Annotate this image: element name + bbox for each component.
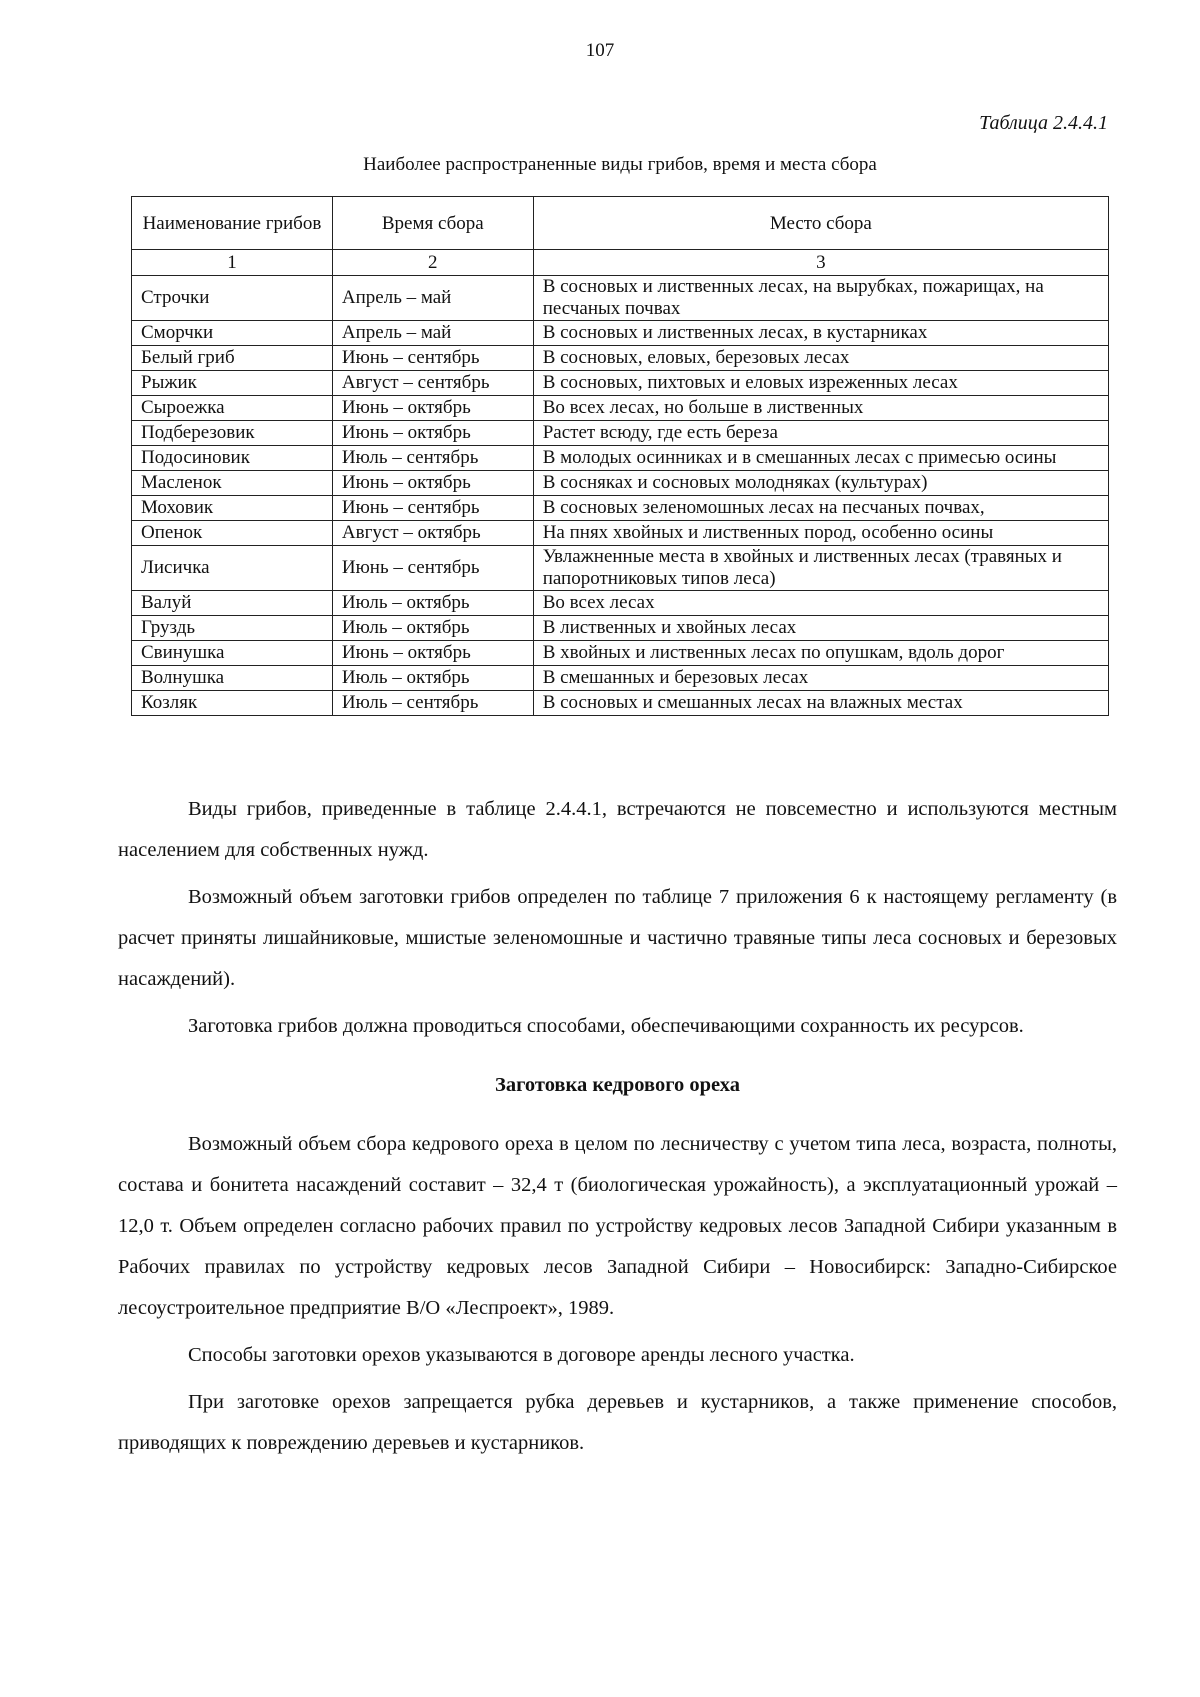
table-row: [132, 471, 1109, 496]
table-title: Наиболее распространенные виды грибов, время и места сбора: [363, 154, 877, 175]
cell-collection-time: Июнь – октябрь: [332, 641, 533, 666]
table-row: [132, 446, 1109, 471]
cell-mushroom-name: Валуй: [132, 591, 333, 616]
cell-collection-place: В сосновых, пихтовых и еловых изреженных лесах: [533, 371, 1108, 396]
cell-collection-place: В молодых осинниках и в смешанных лесах с примесью осины: [533, 446, 1108, 471]
header-name: Наименование грибов: [132, 197, 333, 250]
cell-collection-time: Июнь – октябрь: [332, 396, 533, 421]
paragraph: Виды грибов, приведенные в таблице 2.4.4.1, встречаются не повсеместно и используются местным населением для собственных нужд.: [118, 798, 1117, 861]
cell-collection-place: В сосновых и лиственных лесах, в кустарниках: [533, 321, 1108, 346]
cell-collection-place: На пнях хвойных и лиственных пород, особенно осины: [533, 521, 1108, 546]
cell-collection-time: Август – сентябрь: [332, 371, 533, 396]
cell-mushroom-name: Козляк: [132, 691, 333, 716]
cell-collection-place: Увлажненные места в хвойных и лиственных лесах (травяных и папоротниковых типов леса): [533, 546, 1108, 591]
cell-mushroom-name: Рыжик: [132, 371, 333, 396]
paragraphs-group-1: [118, 789, 1117, 1047]
cell-collection-place: В сосновых и смешанных лесах на влажных местах: [533, 691, 1108, 716]
cell-collection-time: Июль – октябрь: [332, 666, 533, 691]
column-number: 3: [533, 250, 1108, 276]
cell-mushroom-name: Лисичка: [132, 546, 333, 591]
paragraph: Возможный объем заготовки грибов определен по таблице 7 приложения 6 к настоящему регламенту (в расчет приняты лишайниковые, мшистые зеленомошные и частично травяные типы леса сосновых и березовых насаждений).: [118, 886, 1117, 990]
paragraph: При заготовке орехов запрещается рубка деревьев и кустарников, а также применение способов, приводящих к повреждению деревьев и кустарников.: [118, 1391, 1117, 1454]
cell-collection-place: В сосновых и лиственных лесах, на вырубках, пожарищах, на песчаных почвах: [533, 276, 1108, 321]
cell-mushroom-name: Подберезовик: [132, 421, 333, 446]
table-row: [132, 396, 1109, 421]
cell-mushroom-name: Груздь: [132, 616, 333, 641]
cell-mushroom-name: Опенок: [132, 521, 333, 546]
table-row: [132, 616, 1109, 641]
table-row: [132, 371, 1109, 396]
table-row: [132, 321, 1109, 346]
paragraph: Заготовка грибов должна проводиться способами, обеспечивающими сохранность их ресурсов.: [188, 1015, 1024, 1037]
table-header-row: [132, 197, 1109, 250]
cell-collection-time: Июль – сентябрь: [332, 691, 533, 716]
table-row: [132, 691, 1109, 716]
table-row: [132, 546, 1109, 591]
cell-collection-place: В хвойных и лиственных лесах по опушкам, вдоль дорог: [533, 641, 1108, 666]
cell-mushroom-name: Масленок: [132, 471, 333, 496]
cell-mushroom-name: Сморчки: [132, 321, 333, 346]
column-number: 1: [132, 250, 333, 276]
cell-mushroom-name: Сыроежка: [132, 396, 333, 421]
cell-collection-place: Во всех лесах, но больше в лиственных: [533, 396, 1108, 421]
table-body: [132, 276, 1109, 716]
cell-collection-place: Растет всюду, где есть береза: [533, 421, 1108, 446]
paragraph: Способы заготовки орехов указываются в договоре аренды лесного участка.: [188, 1344, 855, 1366]
cell-collection-time: Август – октябрь: [332, 521, 533, 546]
cell-collection-place: В лиственных и хвойных лесах: [533, 616, 1108, 641]
cell-collection-time: Апрель – май: [332, 276, 533, 321]
paragraphs-group-2: [118, 1124, 1117, 1464]
cell-collection-place: В смешанных и березовых лесах: [533, 666, 1108, 691]
cell-collection-time: Июнь – октябрь: [332, 471, 533, 496]
header-time: Время сбора: [332, 197, 533, 250]
table-row: [132, 641, 1109, 666]
table-row: [132, 591, 1109, 616]
column-number: 2: [332, 250, 533, 276]
table-row: [132, 666, 1109, 691]
cell-collection-time: Июль – сентябрь: [332, 446, 533, 471]
cell-mushroom-name: Белый гриб: [132, 346, 333, 371]
cell-collection-time: Июль – октябрь: [332, 616, 533, 641]
cell-mushroom-name: Моховик: [132, 496, 333, 521]
cell-collection-time: Июнь – сентябрь: [332, 546, 533, 591]
table-row: [132, 276, 1109, 321]
table-row: [132, 496, 1109, 521]
cell-collection-time: Июнь – сентябрь: [332, 346, 533, 371]
body-text: [118, 789, 1117, 1470]
cell-collection-place: Во всех лесах: [533, 591, 1108, 616]
page-number: 107: [585, 40, 615, 61]
table-row: [132, 346, 1109, 371]
table-column-numbers-row: [132, 250, 1109, 276]
header-place: Место сбора: [533, 197, 1108, 250]
cell-collection-time: Апрель – май: [332, 321, 533, 346]
cell-collection-time: Июнь – октябрь: [332, 421, 533, 446]
table-row: [132, 421, 1109, 446]
cell-mushroom-name: Подосиновик: [132, 446, 333, 471]
cell-collection-place: В сосновых, еловых, березовых лесах: [533, 346, 1108, 371]
section-heading: Заготовка кедрового ореха: [495, 1074, 740, 1096]
mushroom-table: [131, 196, 1109, 716]
cell-collection-time: Июль – октябрь: [332, 591, 533, 616]
cell-collection-place: В сосновых зеленомошных лесах на песчаных почвах,: [533, 496, 1108, 521]
cell-collection-time: Июнь – сентябрь: [332, 496, 533, 521]
table-caption: Таблица 2.4.4.1: [979, 112, 1108, 134]
cell-mushroom-name: Волнушка: [132, 666, 333, 691]
table-row: [132, 521, 1109, 546]
cell-collection-place: В сосняках и сосновых молодняках (культурах): [533, 471, 1108, 496]
cell-mushroom-name: Свинушка: [132, 641, 333, 666]
paragraph: Возможный объем сбора кедрового ореха в целом по лесничеству с учетом типа леса, возраста, полноты, состава и бонитета насаждений составит – 32,4 т (биологическая урожайность), а эксплуатационный урожай – 12,0 т. Объем определен согласно рабочих правил по устройству кедровых лесов Западной Сибири указанным в Рабочих правилах по устройству кедровых лесов Западной Сибири – Новосибирск: Западно-Сибирское лесоустроительное предприятие В/О «Леспроект», 1989.: [118, 1133, 1117, 1319]
cell-mushroom-name: Строчки: [132, 276, 333, 321]
